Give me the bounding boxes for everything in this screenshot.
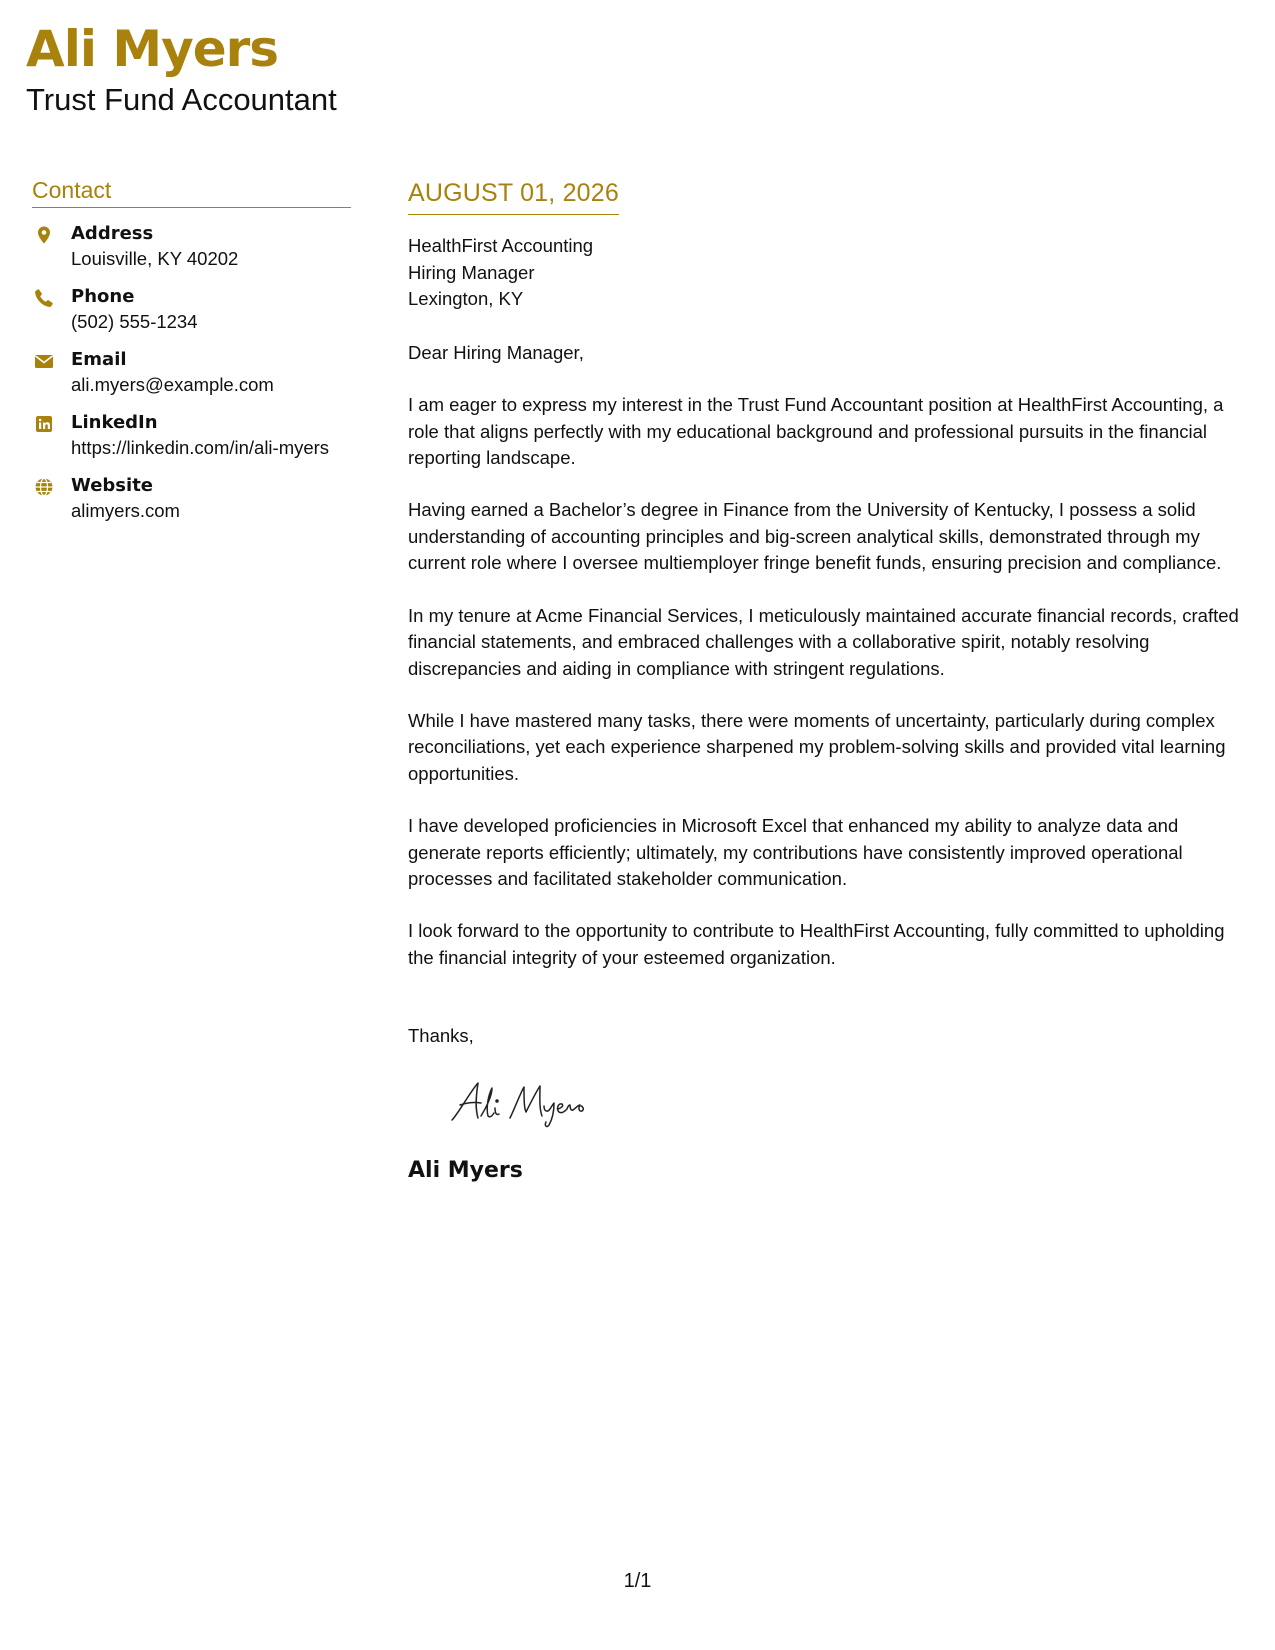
- letter-body: [408, 178, 1240, 1183]
- body-paragraph: I am eager to express my interest in the Trust Fund Accountant position at HealthFirst Accounting, a role that aligns perfectly with my educational background and professional pursuits in the financial reporting landscape.: [408, 394, 1224, 469]
- contact-value: ali.myers@example.com: [71, 374, 274, 395]
- contact-sidebar: [32, 177, 351, 537]
- body-paragraph: Having earned a Bachelor’s degree in Finance from the University of Kentucky, I possess a solid understanding of accounting principles and big-screen analytical skills, demonstrated through my current role where I oversee multiemployer fringe benefit funds, ensuring precision and compliance.: [408, 499, 1222, 574]
- recipient-company: HealthFirst Accounting: [408, 235, 594, 257]
- contact-label: Phone: [71, 286, 135, 307]
- map-pin-icon: [34, 225, 54, 245]
- letter-date: AUGUST 01, 2026: [408, 178, 619, 215]
- contact-value: alimyers.com: [71, 500, 180, 521]
- body-paragraph: While I have mastered many tasks, there were moments of uncertainty, particularly during complex reconciliations, yet each experience sharpened my problem-solving skills and provided vital learning opportunities.: [408, 709, 1226, 784]
- handwritten-signature: [448, 1078, 638, 1128]
- contact-label: Website: [71, 475, 154, 496]
- applicant-name: Ali Myers: [26, 20, 279, 78]
- body-paragraph: I look forward to the opportunity to contribute to HealthFirst Accounting, fully committed to upholding the financial integrity of your esteemed organization.: [408, 920, 1225, 968]
- contact-value: https://linkedin.com/in/ali-myers: [71, 437, 330, 458]
- contact-item-address: [32, 222, 351, 285]
- envelope-icon: [34, 351, 54, 371]
- contact-value: Louisville, KY 40202: [71, 248, 239, 269]
- recipient-role: Hiring Manager: [408, 261, 535, 283]
- contact-label: Email: [71, 349, 127, 370]
- contact-heading: Contact: [32, 177, 351, 208]
- closing: Thanks,: [408, 1025, 474, 1047]
- contact-item-website: [32, 474, 351, 537]
- contact-label: LinkedIn: [71, 412, 158, 433]
- page-number: 1/1: [623, 1570, 652, 1592]
- salutation: Dear Hiring Manager,: [408, 341, 584, 363]
- contact-item-email: [32, 348, 351, 411]
- recipient-block: [408, 233, 1240, 313]
- body-paragraph: In my tenure at Acme Financial Services, I meticulously maintained accurate financial records, crafted financial statements, and embraced challenges with a collaborative spirit, notably resolving discrepancies and aiding in compliance with stringent regulations.: [408, 604, 1239, 679]
- contact-label: Address: [71, 223, 154, 244]
- contact-list: [32, 222, 351, 537]
- job-title: Trust Fund Accountant: [26, 82, 337, 117]
- body-paragraph: I have developed proficiencies in Microsoft Excel that enhanced my ability to analyze data and generate reports efficiently; ultimately, my contributions have consistently improved operational processes and facilitated stakeholder communication.: [408, 815, 1183, 889]
- contact-item-linkedin: [32, 411, 351, 474]
- phone-icon: [34, 288, 54, 308]
- recipient-location: Lexington, KY: [408, 288, 524, 310]
- contact-item-phone: [32, 285, 351, 348]
- globe-icon: [34, 477, 54, 497]
- signer-name: Ali Myers: [408, 1157, 523, 1183]
- contact-value: (502) 555-1234: [71, 311, 198, 332]
- linkedin-icon: [34, 414, 54, 434]
